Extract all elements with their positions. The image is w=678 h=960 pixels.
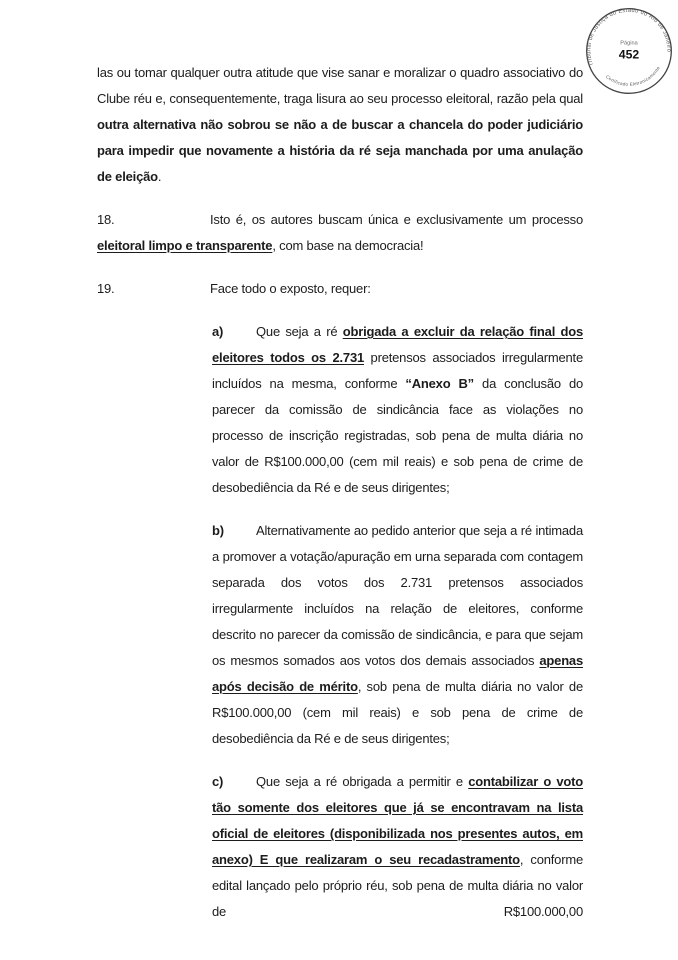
paragraph-19-number: 19.: [97, 281, 115, 296]
request-item-c-text: Que seja a ré obrigada a permitir e contabilizar o voto tão somente dos eleitores que já se encontravam na lista oficial de eleitores (disponibilizada nos presentes autos, em anexo) E que realizaram o seu recadastramento, conforme edital lançado pelo próprio réu, sob pena de multa diária no valor de R$100.000,00: [212, 774, 584, 919]
stamp-arc-bottom-text: Certificado Eletronicamente: [604, 65, 661, 87]
paragraph-19: [97, 276, 583, 302]
stamp-page-number: 452: [618, 47, 640, 62]
page-number-stamp: [582, 4, 676, 98]
paragraph-18-text: Isto é, os autores buscam única e exclusivamente um processo eleitoral limpo e transparente, com base na democracia!: [97, 212, 583, 253]
request-item-b: [212, 518, 583, 752]
request-item-c-letter: c): [212, 774, 224, 789]
request-item-b-letter: b): [212, 523, 224, 538]
stamp-arc-top-text: Tribunal de Justiça do Estado do Rio de Janeiro: [586, 7, 672, 67]
stamp-page-label: Página: [620, 40, 638, 47]
paragraph-18: [97, 207, 583, 259]
paragraph-18-number: 18.: [97, 212, 115, 227]
stamp-graphic: [582, 4, 676, 98]
request-item-a-letter: a): [212, 324, 224, 339]
request-item-a: [212, 319, 583, 501]
request-item-b-text: Alternativamente ao pedido anterior que seja a ré intimada a promover a votação/apuração em urna separada com contagem separada dos votos dos 2.731 pretensos associados irregularmente incluídos na relação de eleitores, conforme descrito no parecer da comissão de sindicância, e para que sejam os mesmos somados aos votos dos demais associados apenas após decisão de mérito, sob pena de multa diária no valor de R$100.000,00 (cem mil reais) e sob pena de crime de desobediência da Ré e de seus dirigentes;: [212, 523, 583, 746]
request-item-a-text: Que seja a ré obrigada a excluir da relação final dos eleitores todos os 2.731 pretensos associados irregularmente incluídos na mesma, conforme “Anexo B” da conclusão do parecer da comissão de sindicância face as violações no processo de inscrição registradas, sob pena de multa diária no valor de R$100.000,00 (cem mil reais) e sob pena de crime de desobediência da Ré e de seus dirigentes;: [212, 324, 583, 495]
request-item-c: [212, 769, 583, 925]
paragraph-19-text: Face todo o exposto, requer:: [210, 281, 371, 296]
paragraph-intro: las ou tomar qualquer outra atitude que vise sanar e moralizar o quadro associativo do Clube réu e, consequentemente, traga lisura ao seu processo eleitoral, razão pela qual outra alternativa não sobrou se não a de buscar a chancela do poder judiciário para impedir que novamente a história da ré seja manchada por uma anulação de eleição.: [97, 65, 583, 184]
document-body: [97, 60, 583, 925]
